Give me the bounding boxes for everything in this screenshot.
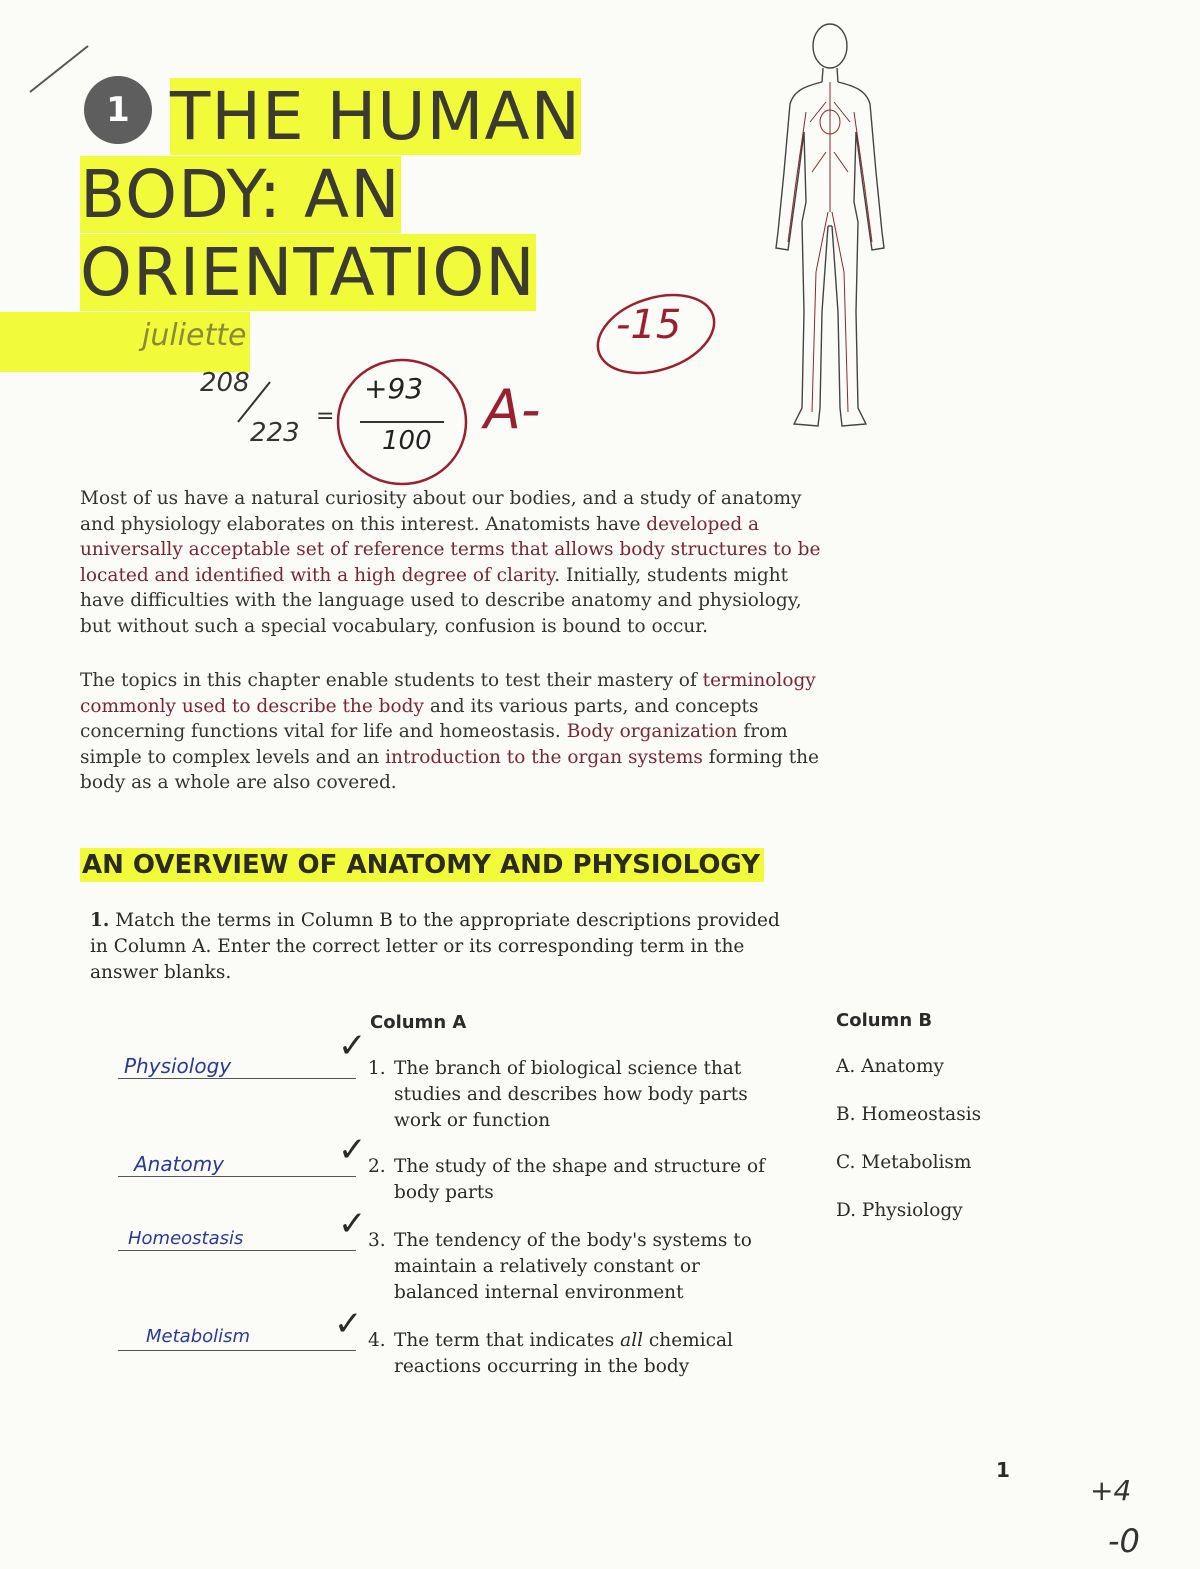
section-heading: AN OVERVIEW OF ANATOMY AND PHYSIOLOGY (80, 848, 764, 882)
deduction-points: -15 (616, 302, 682, 348)
check-mark-4: ✓ (334, 1304, 363, 1344)
score-numerator: 208 (200, 368, 250, 398)
column-b-option-b: B. Homeostasis (836, 1104, 982, 1125)
page-number: 1 (996, 1458, 1010, 1482)
check-mark-3: ✓ (338, 1204, 367, 1244)
column-b-option-c: C. Metabolism (836, 1152, 972, 1173)
score-denominator: 223 (250, 418, 300, 448)
answer-blank-1[interactable] (118, 1078, 356, 1079)
answer-3-handwritten: Homeostasis (128, 1228, 244, 1249)
answer-4-handwritten: Metabolism (146, 1326, 251, 1347)
student-name: juliette (142, 318, 247, 353)
score-out-of: 100 (382, 426, 432, 456)
equals-sign: = (316, 404, 335, 429)
chapter-title-line-1: THE HUMAN (170, 78, 582, 155)
corner-minus-note: -0 (1108, 1522, 1140, 1560)
column-a-item-4: 4. The term that indicates all chemical reactions occurring in the body (368, 1330, 733, 1377)
chapter-number-badge: 1 (84, 76, 152, 144)
chapter-title-line-2: BODY: AN (80, 156, 401, 233)
answer-blank-2[interactable] (118, 1176, 356, 1177)
column-a-item-3: 3. The tendency of the body's systems to maintain a relatively constant or balanced internal environment (368, 1230, 752, 1303)
circulatory-system-figure (766, 12, 896, 432)
check-mark-1: ✓ (338, 1026, 367, 1066)
answer-blank-4[interactable] (118, 1350, 356, 1351)
question-1-prompt: 1. Match the terms in Column B to the appropriate descriptions provided in Column A. Enter the correct letter or its corresponding term in the answer blanks. (90, 910, 780, 983)
intro-paragraph-1: Most of us have a natural curiosity about our bodies, and a study of anatomy and physiology elaborates on this interest. Anatomists have developed a universally acceptable set of reference terms that allows body structures to be located and identified with a high degree of clarity. Initially, students might have difficulties with the language used to describe anatomy and physiology, but without such a special vocabulary, confusion is bound to occur. (80, 488, 821, 637)
chapter-title-line-3: ORIENTATION (80, 234, 536, 311)
column-a-item-1: 1. The branch of biological science that studies and describes how body parts work or function (368, 1058, 748, 1131)
pen-stroke-mark (26, 40, 96, 100)
bonus-score: +93 (364, 372, 424, 405)
column-a-item-2: 2. The study of the shape and structure of body parts (368, 1156, 765, 1203)
answer-2-handwritten: Anatomy (134, 1152, 225, 1176)
intro-paragraph-2: The topics in this chapter enable students to test their mastery of terminology commonly used to describe the body and its various parts, and concepts concerning functions vital for life and homeostasis. Body organization from simple to complex levels and an introduction to the organ systems forming the body as a whole are also covered. (80, 670, 820, 793)
column-b-option-d: D. Physiology (836, 1200, 963, 1221)
column-a-header: Column A (370, 1012, 467, 1033)
answer-blank-3[interactable] (118, 1250, 356, 1251)
column-b-header: Column B (836, 1010, 933, 1031)
check-mark-2: ✓ (338, 1130, 367, 1170)
answer-1-handwritten: Physiology (124, 1054, 232, 1078)
letter-grade: A- (484, 378, 541, 441)
column-b-option-a: A. Anatomy (836, 1056, 944, 1077)
corner-plus-note: +4 (1090, 1474, 1132, 1507)
